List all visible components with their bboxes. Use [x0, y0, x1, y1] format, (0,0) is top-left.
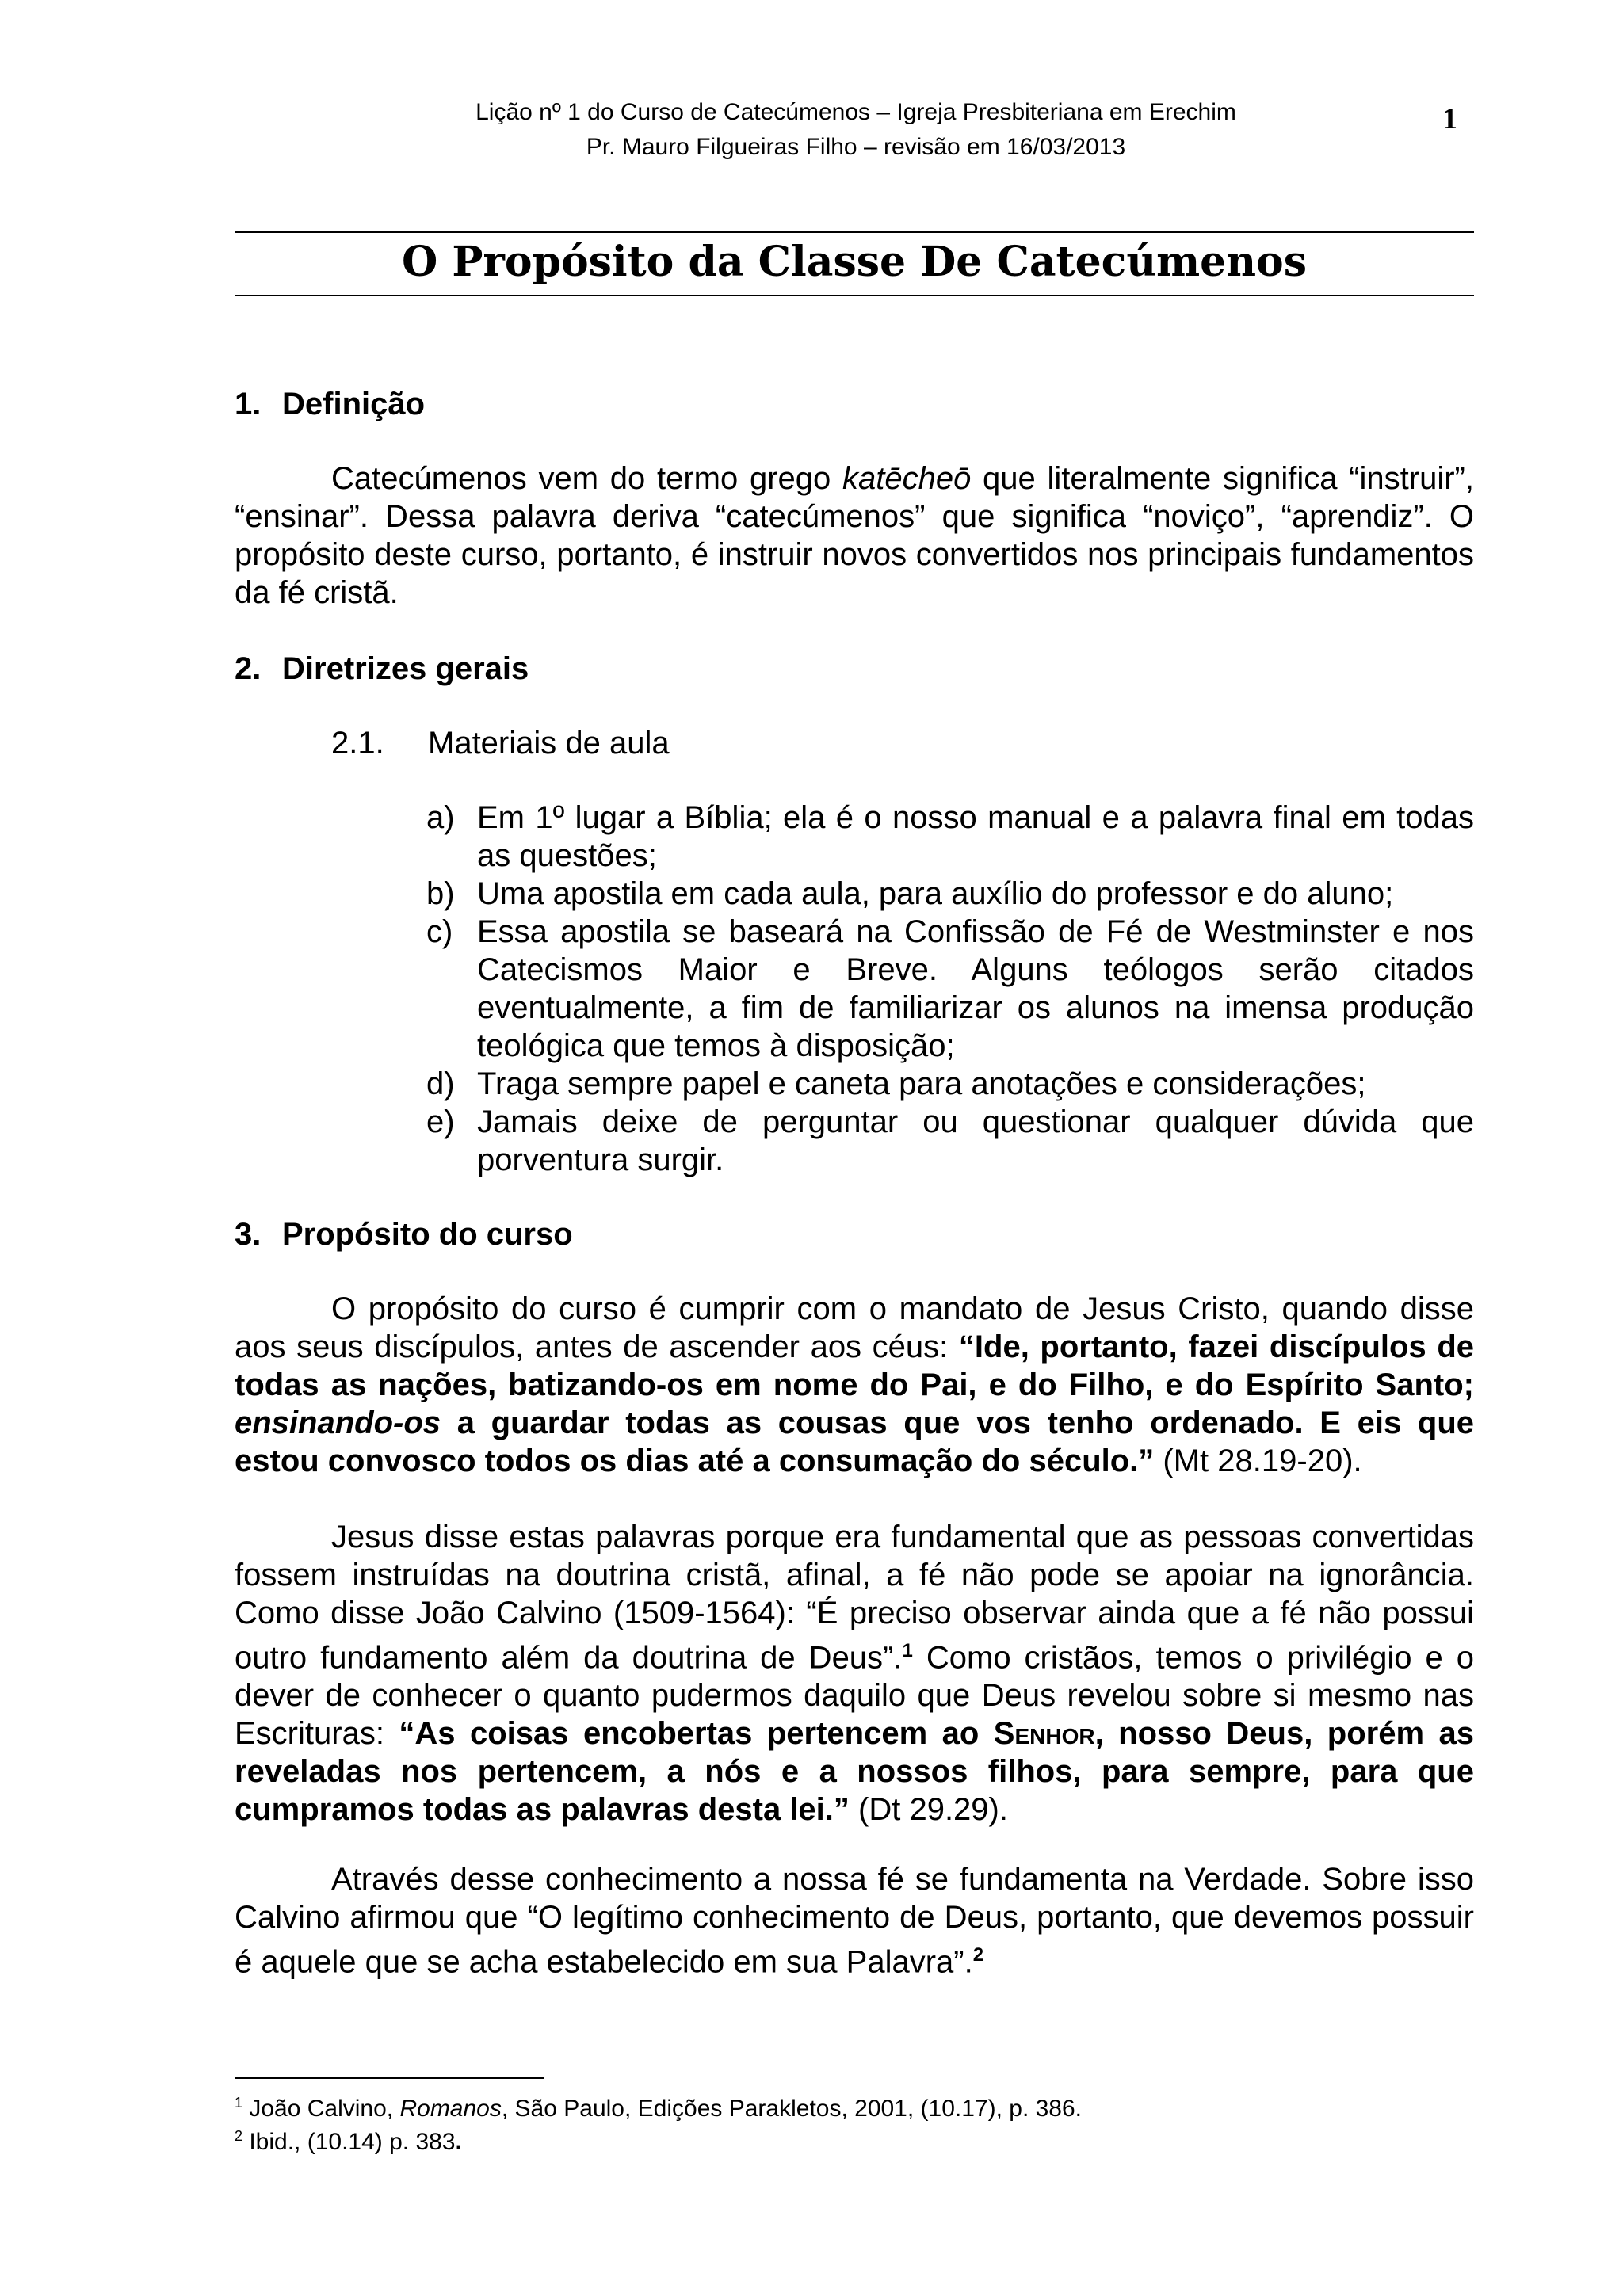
- section-3-title: Propósito do curso: [282, 1217, 573, 1252]
- list-item: [426, 875, 1474, 913]
- footnote-ref-2: 2: [972, 1944, 984, 1966]
- materials-list: [426, 799, 1474, 1179]
- footnote-1-text-a: João Calvino,: [242, 2096, 400, 2122]
- title-bottom-rule: [235, 295, 1474, 296]
- list-item-text: Essa apostila se baseará na Confissão de Fé de Westminster e nos Catecismos Maior e Breve. Alguns teólogos serão citados eventualmente, a fim de familiarizar os alunos na imensa produção teológica que temos à disposição;: [477, 914, 1474, 1063]
- footnote-1-number: 1: [235, 2095, 243, 2111]
- list-item-text: Em 1º lugar a Bíblia; ela é o nosso manual e a palavra final em todas as questões;: [477, 800, 1474, 873]
- footnote-2-period: .: [455, 2129, 462, 2155]
- p1-reference: (Mt 28.19-20).: [1154, 1444, 1362, 1478]
- footnote-2: [235, 2122, 462, 2157]
- p2-quote-a: “As coisas encobertas pertencem ao: [399, 1716, 994, 1752]
- p1-quote-b: a guardar todas as cousas que vos tenho ordenado. E eis que estou convosco todos os dias até a consumação do século.”: [235, 1405, 1474, 1478]
- section-1-heading: [235, 385, 425, 423]
- list-marker: c): [426, 914, 453, 949]
- list-marker: d): [426, 1066, 455, 1101]
- footnote-2-text-a: Ibid., (10.14) p. 383: [242, 2129, 456, 2155]
- list-marker: b): [426, 876, 455, 911]
- section-2-heading: [235, 650, 529, 688]
- p2-text-b: Como cristãos, temos o privilégio e o dever de conhecer o quanto pudermos daquilo que Deus revelou sobre si mesmo nas Escrituras:: [235, 1640, 1475, 1752]
- greek-term: katēcheō: [842, 461, 972, 496]
- footnote-1-text-b: , São Paulo, Edições Parakletos, 2001, (10.17), p. 386.: [501, 2096, 1083, 2122]
- p3-text: Através desse conhecimento a nossa fé se fundamenta na Verdade. Sobre isso Calvino afirmou que “O legítimo conhecimento de Deus, portanto, que devemos possuir é aquele que se acha estabelecido em sua Palavra”.: [235, 1862, 1474, 1980]
- footnote-ref-1: 1: [902, 1640, 913, 1661]
- footnote-1: [235, 2088, 1082, 2123]
- p1-quote-a: “Ide, portanto, fazei discípulos de todas as nações, batizando-os em nome do Pai, e do Filho, e do Espírito Santo;: [235, 1329, 1474, 1402]
- list-item: [426, 913, 1474, 1065]
- footnote-rule: [235, 2077, 544, 2079]
- list-item-text: Traga sempre papel e caneta para anotações e considerações;: [477, 1066, 1366, 1101]
- p1-quote-emphasis: ensinando-os: [235, 1405, 441, 1440]
- list-marker: a): [426, 800, 455, 835]
- footnote-1-book-title: Romanos: [399, 2096, 502, 2122]
- section-3-paragraph-2: [235, 1518, 1474, 1829]
- page-number: 1: [1442, 102, 1457, 135]
- section-1-number: 1.: [235, 387, 262, 421]
- section-1-text-a: Catecúmenos vem do termo grego: [331, 461, 842, 496]
- section-1-text-b: que literalmente significa “instruir”, “ensinar”. Dessa palavra deriva “catecúmenos” que significa “noviço”, “aprendiz”. O propósito deste curso, portanto, é instruir novos convertidos nos principais fundamentos da fé cristã.: [235, 461, 1474, 610]
- list-marker: e): [426, 1104, 455, 1139]
- subsection-2-1-number: 2.1.: [331, 726, 384, 761]
- section-1-paragraph: [235, 460, 1474, 612]
- section-3-paragraph-1: [235, 1290, 1474, 1480]
- section-2-number: 2.: [235, 651, 262, 686]
- title-top-rule: [235, 231, 1474, 233]
- p1-text: O propósito do curso é cumprir com o mandato de Jesus Cristo, quando disse aos seus discípulos, antes de ascender aos céus:: [235, 1291, 1474, 1364]
- section-2-title: Diretrizes gerais: [282, 651, 529, 686]
- list-item: [426, 1065, 1474, 1103]
- document-title: O Propósito da Classe De Catecúmenos: [402, 238, 1307, 286]
- list-item-text: Jamais deixe de perguntar ou questionar qualquer dúvida que porventura surgir.: [477, 1104, 1474, 1177]
- list-item: [426, 1103, 1474, 1179]
- p2-reference: (Dt 29.29).: [849, 1792, 1008, 1828]
- header-line-1: Lição nº 1 do Curso de Catecúmenos – Igreja Presbiteriana em Erechim: [475, 99, 1236, 125]
- p2-quote-b: , nosso Deus, porém as reveladas nos pertencem, a nós e a nossos filhos, para sempre, para que cumpramos todas as palavras desta lei.”: [235, 1716, 1474, 1828]
- subsection-2-1-heading: [331, 724, 670, 762]
- footnote-2-number: 2: [235, 2128, 243, 2144]
- p2-text-a: Jesus disse estas palavras porque era fundamental que as pessoas convertidas fossem instruídas na doutrina cristã, afinal, a fé não pode se apoiar na ignorância. Como disse João Calvino (1509-1564): “É preciso observar ainda que a fé não possui outro fundamento além da doutrina de Deus”.: [235, 1520, 1474, 1676]
- section-3-number: 3.: [235, 1217, 262, 1252]
- subsection-2-1-title: Materiais de aula: [428, 726, 670, 761]
- list-item-text: Uma apostila em cada aula, para auxílio do professor e do aluno;: [477, 876, 1394, 911]
- section-3-paragraph-3: [235, 1860, 1474, 1981]
- header-line-2: Pr. Mauro Filgueiras Filho – revisão em 16/03/2013: [586, 134, 1126, 160]
- p2-quote-lord: Senhor: [993, 1716, 1095, 1752]
- section-1-title: Definição: [282, 387, 426, 421]
- section-3-heading: [235, 1215, 573, 1253]
- list-item: [426, 799, 1474, 875]
